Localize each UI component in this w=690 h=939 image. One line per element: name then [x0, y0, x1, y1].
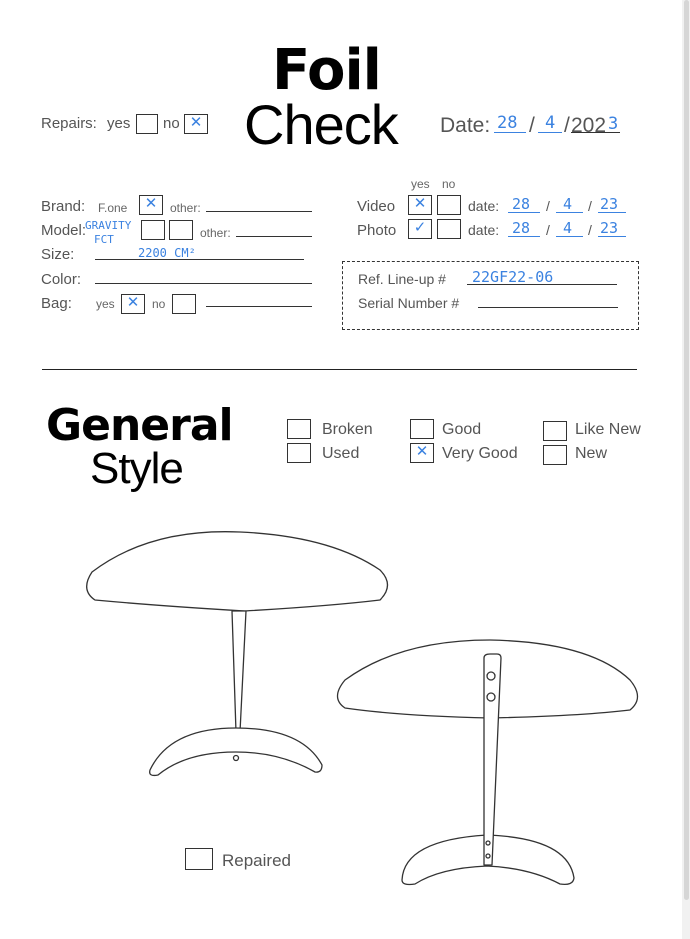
media-yes-header: yes — [411, 177, 430, 191]
photo-yes-checkbox[interactable] — [408, 219, 432, 239]
good-checkbox[interactable] — [410, 419, 434, 439]
title-bold: Foil — [272, 38, 381, 103]
photo-year-line — [598, 236, 626, 237]
repairs-no-checkbox[interactable] — [184, 114, 208, 134]
photo-yes-mark: ✓ — [413, 218, 427, 236]
model-other-label: other: — [200, 226, 231, 240]
photo-sep-2: / — [588, 222, 592, 238]
bag-line — [206, 306, 312, 307]
video-month-line — [556, 212, 583, 213]
model-other-line — [236, 236, 312, 237]
date-sep-1: / — [529, 114, 535, 137]
bag-yes-mark: ✕ — [126, 293, 140, 311]
stabilizer-front-view — [150, 728, 322, 775]
video-yes-checkbox[interactable] — [408, 195, 432, 215]
fuselage-hole-1 — [487, 672, 495, 680]
size-value: 2200 CM² — [138, 246, 196, 260]
photo-month: 4 — [563, 219, 573, 237]
serial-number-line — [478, 307, 618, 308]
photo-sep-1: / — [546, 222, 550, 238]
video-sep-2: / — [588, 198, 592, 214]
section-divider — [42, 369, 637, 370]
video-label: Video — [357, 198, 396, 215]
brand-other-line — [206, 211, 312, 212]
fuselage-hole-4 — [486, 854, 490, 858]
date-year-suffix: 3 — [608, 114, 619, 134]
brand-fone-checkbox[interactable] — [139, 195, 163, 215]
color-line — [95, 283, 312, 284]
repairs-label: Repairs: — [41, 115, 97, 132]
new-checkbox[interactable] — [543, 445, 567, 465]
used-checkbox[interactable] — [287, 443, 311, 463]
very-good-label: Very Good — [442, 445, 518, 462]
very-good-mark: ✕ — [415, 442, 429, 460]
repairs-yes-checkbox[interactable] — [136, 114, 158, 134]
ref-lineup-label: Ref. Line-up # — [358, 271, 446, 287]
date-year-prefix: 202 — [571, 114, 607, 137]
bag-yes-checkbox[interactable] — [121, 294, 145, 314]
video-sep-1: / — [546, 198, 550, 214]
repairs-yes-label: yes — [107, 115, 131, 132]
brand-option-fone: F.one — [98, 201, 128, 215]
foil-diagram — [0, 500, 690, 920]
mast-front-view — [232, 611, 246, 732]
model-checkbox-1[interactable] — [141, 220, 165, 240]
date-day-line — [494, 132, 526, 133]
broken-label: Broken — [322, 421, 373, 438]
photo-day: 28 — [512, 219, 531, 237]
video-year-line — [598, 212, 626, 213]
photo-day-line — [508, 236, 540, 237]
bag-no-checkbox[interactable] — [172, 294, 196, 314]
size-label: Size: — [41, 246, 75, 263]
photo-no-checkbox[interactable] — [437, 219, 461, 239]
model-label: Model: — [41, 222, 87, 239]
date-day: 28 — [497, 113, 518, 133]
very-good-checkbox[interactable] — [410, 443, 434, 463]
front-wing-front-view — [87, 532, 388, 611]
date-year-line — [571, 132, 620, 133]
general-title-bold: General — [46, 400, 233, 451]
photo-year: 23 — [600, 219, 619, 237]
date-month-line — [538, 132, 562, 133]
bag-no-label: no — [152, 297, 166, 311]
used-label: Used — [322, 445, 360, 462]
general-title-light: Style — [90, 444, 183, 493]
stabilizer-screw — [234, 756, 239, 761]
broken-checkbox[interactable] — [287, 419, 311, 439]
photo-label: Photo — [357, 222, 397, 239]
video-date-label: date: — [468, 198, 500, 214]
fuselage-top-view — [484, 654, 501, 865]
ref-lineup-value: 22GF22-06 — [472, 268, 554, 286]
title-light: Check — [244, 93, 398, 156]
model-value-line2: FCT — [94, 233, 114, 246]
photo-month-line — [556, 236, 583, 237]
serial-number-label: Serial Number # — [358, 295, 460, 311]
video-year: 23 — [600, 195, 619, 213]
foil-top-view — [338, 640, 638, 885]
fuselage-hole-3 — [486, 841, 490, 845]
video-month: 4 — [563, 195, 573, 213]
ref-lineup-line — [467, 284, 617, 285]
video-day-line — [508, 212, 540, 213]
brand-fone-mark: ✕ — [144, 194, 158, 212]
fuselage-hole-2 — [487, 693, 495, 701]
repairs-no-label: no — [163, 115, 180, 132]
foil-front-view — [87, 532, 388, 776]
video-no-checkbox[interactable] — [437, 195, 461, 215]
photo-date-label: date: — [468, 222, 500, 238]
video-yes-mark: ✕ — [413, 194, 427, 212]
video-day: 28 — [512, 195, 531, 213]
date-label: Date: — [440, 114, 491, 137]
bag-label: Bag: — [41, 295, 72, 312]
bag-yes-label: yes — [96, 297, 115, 311]
repaired-checkbox[interactable] — [185, 848, 213, 870]
color-label: Color: — [41, 271, 82, 288]
model-value-line1: GRAVITY — [85, 219, 132, 232]
date-sep-2: / — [564, 114, 570, 137]
size-line — [95, 259, 304, 260]
date-month: 4 — [545, 113, 556, 133]
vertical-scrollbar-thumb[interactable] — [684, 0, 689, 900]
good-label: Good — [442, 421, 482, 438]
like-new-label: Like New — [575, 421, 641, 438]
brand-label: Brand: — [41, 198, 86, 215]
repaired-label: Repaired — [222, 851, 291, 870]
repairs-no-mark: ✕ — [189, 113, 203, 131]
media-no-header: no — [442, 177, 456, 191]
model-checkbox-2[interactable] — [169, 220, 193, 240]
new-label: New — [575, 445, 608, 462]
brand-other-label: other: — [170, 201, 201, 215]
like-new-checkbox[interactable] — [543, 421, 567, 441]
